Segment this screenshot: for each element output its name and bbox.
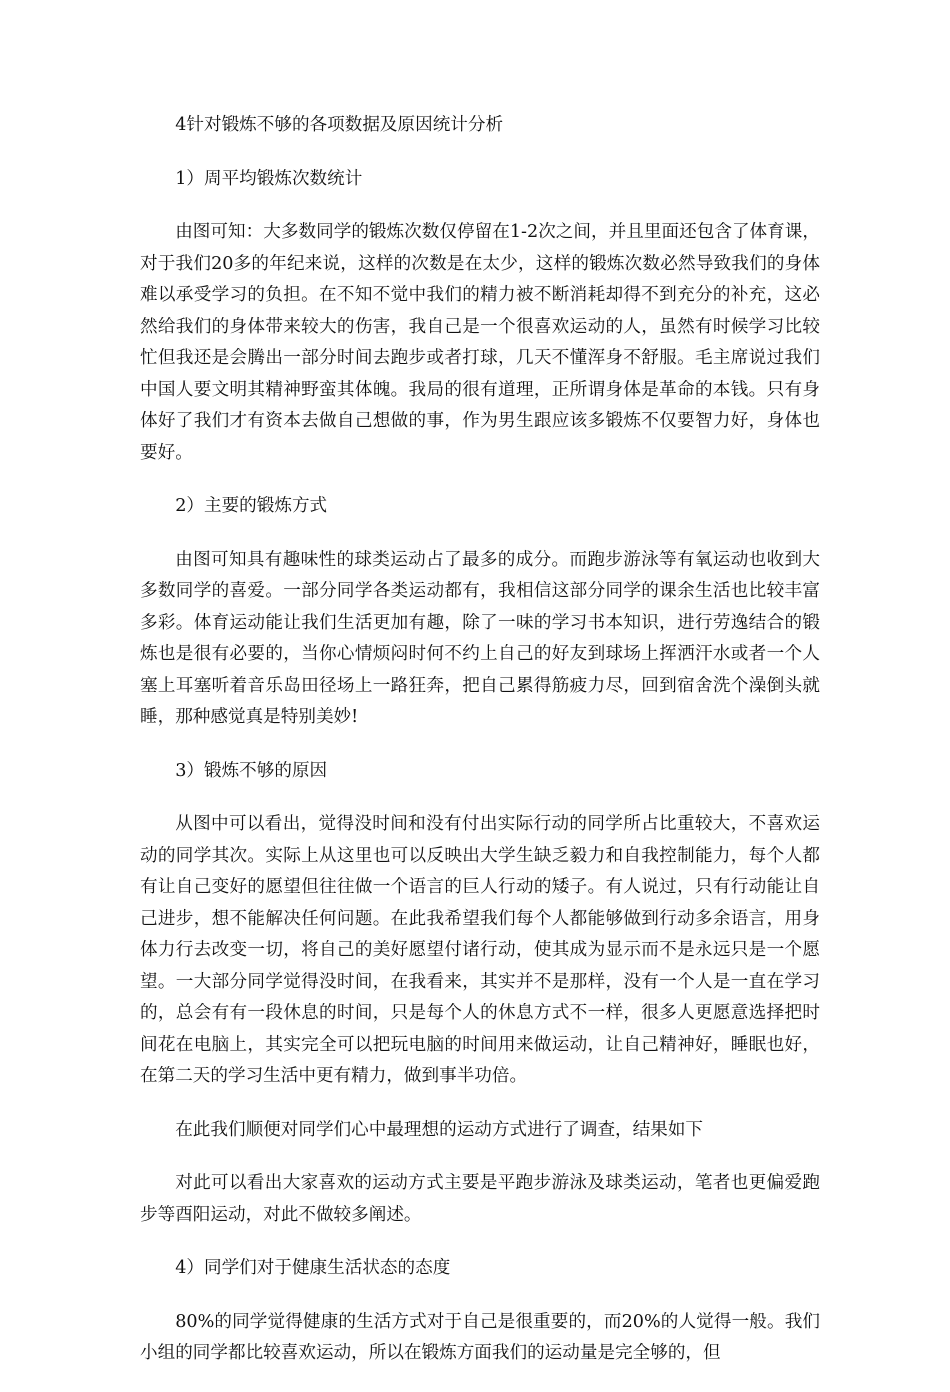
subsection-heading-exercise-methods: 2）主要的锻炼方式 [175,496,328,516]
paragraph-reasons: 从图中可以看出，觉得没时间和没有付出实际行动的同学所占比重较大，不喜欢运动的同学其次。实际上从这里也可以反映出大学生缺乏毅力和自我控制能力，每个人都有让自己变好的愿望但往往做一个语言的巨人行动的矮子。有人说过，只有行动能让自己进步，想不能解决任何问题。在此我希望我们每个人都能够做到行动多余语言，用身体力行去改变一切，将自己的美好愿望付诸行动，使其成为显示而不是永远只是一个愿望。一大部分同学觉得没时间，在我看来，其实并不是那样，没有一个人是一直在学习的，总会有有一段休息的时间，只是每个人的休息方式不一样，很多人更愿意选择把时间花在电脑上，其实完全可以把玩电脑的时间用来做运动，让自己精神好，睡眠也好，在第二天的学习生活中更有精力，做到事半功倍。 [140,814,820,1086]
paragraph-exercise-methods: 由图可知具有趣味性的球类运动占了最多的成分。而跑步游泳等有氧运动也收到大多数同学的喜爱。一部分同学各类运动都有，我相信这部分同学的课余生活也比较丰富多彩。体育运动能让我们生活更加有趣，除了一味的学习书本知识，进行劳逸结合的锻炼也是很有必要的，当你心情烦闷时何不约上自己的好友到球场上挥洒汗水或者一个人塞上耳塞听着音乐岛田径场上一路狂奔，把自己累得筋疲力尽，回到宿舍洗个澡倒头就睡，那种感觉真是特别美妙! [140,549,820,727]
paragraph-survey-result: 对此可以看出大家喜欢的运动方式主要是平跑步游泳及球类运动，笔者也更偏爱跑步等酉阳运动，对此不做较多阐述。 [140,1173,820,1225]
paragraph-weekly-frequency: 由图可知：大多数同学的锻炼次数仅停留在1-2次之间，并且里面还包含了体育课，对于我们20多的年纪来说，这样的次数是在太少，这样的锻炼次数必然导致我们的身体难以承受学习的负担。在不知不觉中我们的精力被不断消耗却得不到充分的补充，这必然给我们的身体带来较大的伤害，我自己是一个很喜欢运动的人，虽然有时候学习比较忙但我还是会腾出一部分时间去跑步或者打球，几天不懂浑身不舒服。毛主席说过我们中国人要文明其精神野蛮其体魄。我局的很有道理，正所谓身体是革命的本钱。只有身体好了我们才有资本去做自己想做的事，作为男生跟应该多锻炼不仅要智力好，身体也要好。 [140,222,820,463]
section-title: 4针对锻炼不够的各项数据及原因统计分析 [175,115,504,135]
paragraph-healthy-attitude: 80%的同学觉得健康的生活方式对于自己是很重要的，而20%的人觉得一般。我们小组的同学都比较喜欢运动，所以在锻炼方面我们的运动量是完全够的，但 [140,1311,820,1363]
subsection-heading-weekly-frequency: 1）周平均锻炼次数统计 [175,168,363,189]
subsection-heading-healthy-attitude: 4）同学们对于健康生活状态的态度 [175,1258,451,1278]
paragraph-survey-intro: 在此我们顺便对同学们心中最理想的运动方式进行了调查，结果如下 [175,1119,704,1140]
document-body [140,110,820,1392]
subsection-heading-reasons: 3）锻炼不够的原因 [175,760,328,781]
